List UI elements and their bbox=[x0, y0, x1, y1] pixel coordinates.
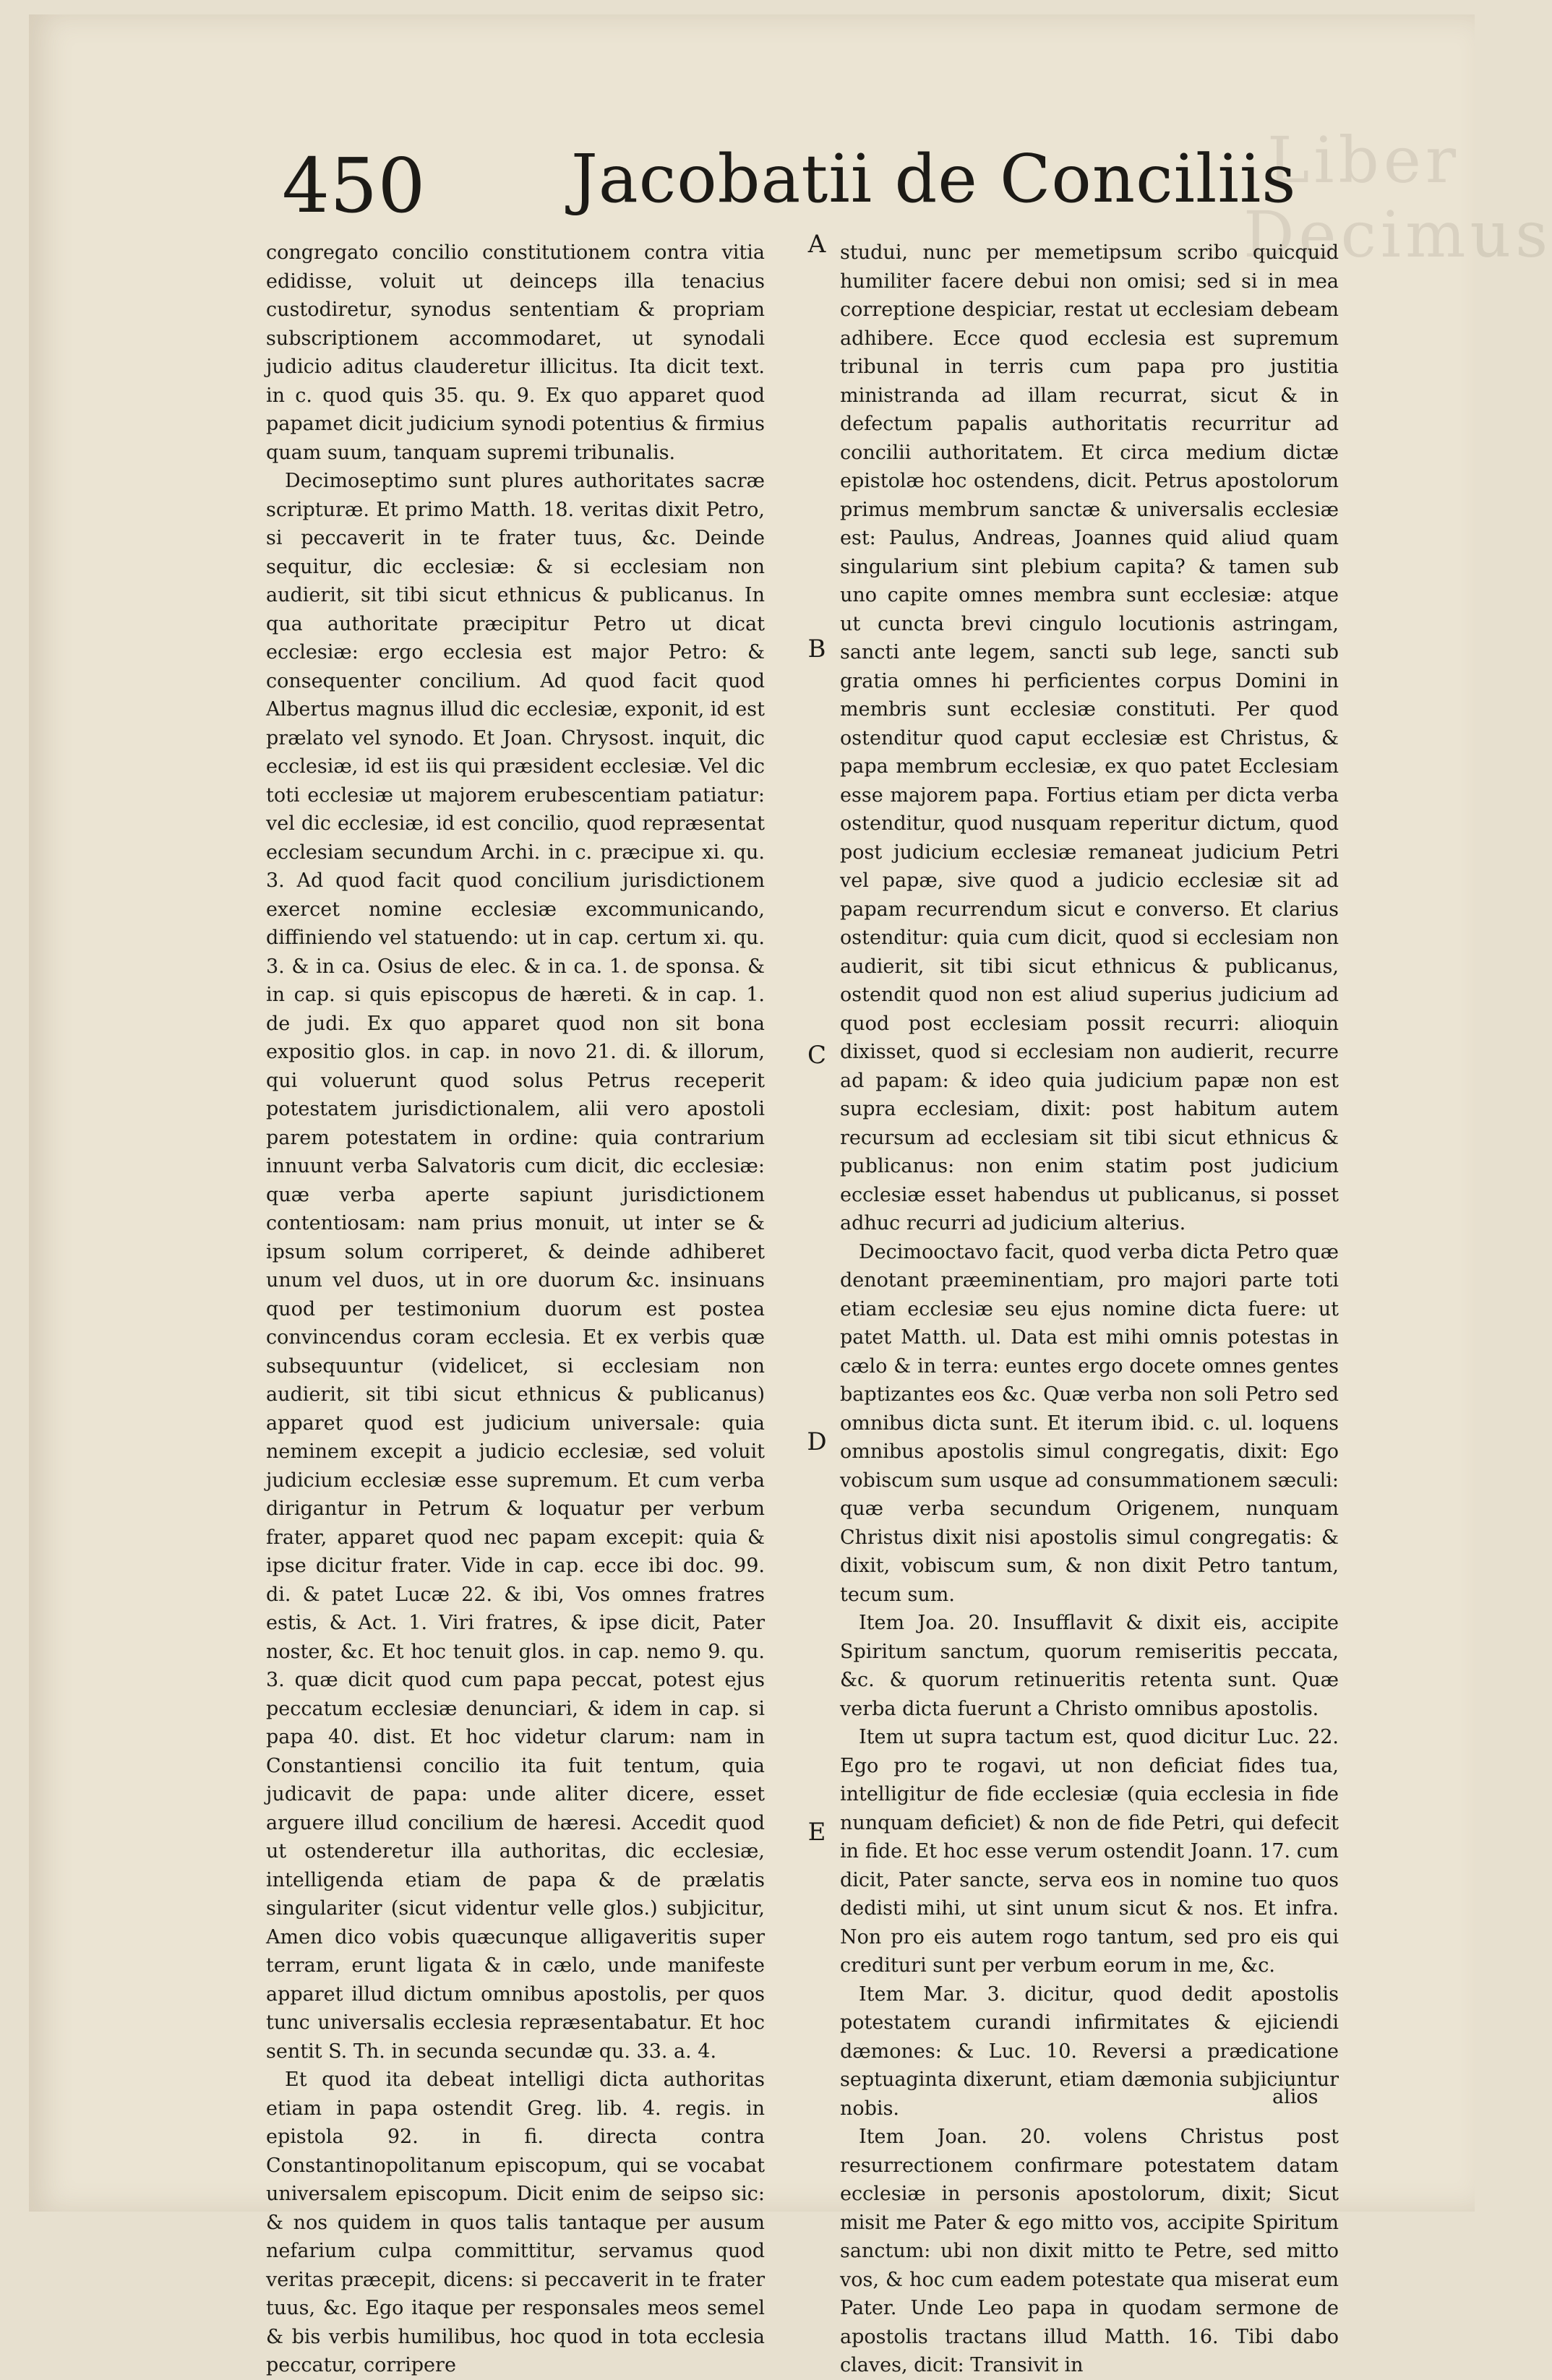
paragraph: studui, nunc per memetipsum scribo quicquid humiliter facere debui non omisi; sed si in mea correptione despiciar, restat ut ecclesiam debeam adhibere. Ecce quod ecclesia est supremum tribunal in terris cum papa pro justitia ministranda ad illam recurrat, sicut & in defectum papalis authoritatis recurritur ad concilii authoritatem. Et circa medium dictæ epistolæ hoc ostendens, dicit. Petrus apostolorum primus membrum sanctæ & universalis ecclesiæ est: Paulus, Andreas, Joannes quid aliud quam singularium sint plebium capita? & tamen sub uno capite omnes membra sunt ecclesiæ: atque ut cuncta brevi cingulo locutionis astringam, sancti ante legem, sancti sub lege, sancti sub gratia omnes hi perficientes corpus Domini in membris sunt ecclesiæ constituti. Per quod ostenditur quod caput ecclesiæ est Christus, & papa membrum ecclesiæ, ex quo patet Ecclesiam esse majorem papa. Fortius etiam per dicta verba ostenditur, quod nusquam reperitur dictum, quod post judicium ecclesiæ remaneat judicium Petri vel papæ, sive quod a judicio ecclesiæ sit ad papam recurrendum sicut e converso. Et clarius ostenditur: quia cum dicit, quod si ecclesiam non audierit, sit tibi sicut ethnicus & publicanus, ostendit quod non est aliud superius judicium ad quod post ecclesiam possit recurri: alioquin dixisset, quod si ecclesiam non audierit, recurre ad papam: & ideo quia judicium papæ non est supra ecclesiam, dixit: post habitum autem recursum ad ecclesiam sit tibi sicut ethnicus & publicanus: non enim statim post judicium ecclesiæ esset habendus ut publicanus, si posset adhuc recurri ad judicium alterius. bbox=[840, 241, 1339, 1234]
right-column bbox=[840, 239, 1339, 2380]
page-number: 450 bbox=[282, 142, 426, 230]
left-column bbox=[266, 239, 765, 2380]
paragraph: Decimoseptimo sunt plures authoritates sacræ scripturæ. Et primo Matth. 18. veritas dixit Petro, si peccaverit in te frater tuus, &c. Deinde sequitur, dic ecclesiæ: & si ecclesiam non audierit, sit tibi sicut ethnicus & publicanus. In qua authoritate præcipitur Petro ut dicat ecclesiæ: ergo ecclesia est major Petro: & consequenter concilium. Ad quod facit quod Albertus magnus illud dic ecclesiæ, exponit, id est prælato vel synodo. Et Joan. Chrysost. inquit, dic ecclesiæ, id est iis qui præsident ecclesiæ. Vel dic toti ecclesiæ ut majorem erubescentiam patiatur: vel dic ecclesiæ, id est concilio, quod repræsentat ecclesiam secundum Archi. in c. præcipue xi. qu. 3. Ad quod facit quod concilium jurisdictionem exercet nomine ecclesiæ excommunicando, diffiniendo vel statuendo: ut in cap. certum xi. qu. 3. & in ca. Osius de elec. & in ca. 1. de sponsa. & in cap. si quis episcopus de hæreti. & in cap. 1. de judi. Ex quo apparet quod non sit bona expositio glos. in cap. in novo 21. di. & illorum, qui voluerunt quod solus Petrus receperit potestatem jurisdictionalem, alii vero apostoli parem potestatem in ordine: quia contrarium innuunt verba Salvatoris cum dicit, dic ecclesiæ: quæ verba aperte sapiunt jurisdictionem contentiosam: nam prius monuit, ut inter se & ipsum solum corriperet, & deinde adhiberet unum vel duos, ut in ore duorum &c. insinuans quod per testimonium duorum est postea convincendus coram ecclesia. Et ex verbis quæ subsequuntur (videlicet, si ecclesiam non audierit, sit tibi sicut ethnicus & publicanus) apparet quod est judicium universale: quia neminem excepit a judicio ecclesiæ, sed voluit judicium ecclesiæ esse supremum. Et cum verba dirigantur in Petrum & loquatur per verbum frater, apparet quod nec papam excepit: quia & ipse dicitur frater. Vide in cap. ecce ibi doc. 99. di. & patet Lucæ 22. & ibi, Vos omnes fratres estis, & Act. 1. Viri fratres, & ipse dicit, Pater noster, &c. Et hoc tenuit glos. in cap. nemo 9. qu. 3. quæ dicit quod cum papa peccat, potest ejus peccatum ecclesiæ denunciari, & idem in cap. si papa 40. dist. Et hoc videtur clarum: nam in Constantiensi concilio ita fuit tentum, quia judicavit de papa: unde aliter dicere, esset arguere illud concilium de hæresi. Accedit quod ut ostenderetur illa authoritas, dic ecclesiæ, intelligenda etiam de papa & de prælatis singulariter (sicut videntur velle glos.) subjicitur, Amen dico vobis quæcunque alligaveritis super terram, erunt ligata & in cælo, unde manifeste apparet illud dictum omnibus apostolis, per quos tunc universalis ecclesia repræsentabatur. Et hoc sentit S. Th. in secunda secundæ qu. 33. a. 4. bbox=[266, 470, 765, 2063]
margin-marker-a: A bbox=[807, 230, 826, 259]
paragraph: Item Mar. 3. dicitur, quod dedit apostolis potestatem curandi infirmitates & ejiciendi dæmones: & Luc. 10. Reversi a prædicatione septuaginta dixerunt, etiam dæmonia subjiciuntur nobis. bbox=[840, 1982, 1339, 2120]
running-title: Jacobatii de Conciliis bbox=[571, 140, 1297, 218]
bleed-through-text: Liber Decimus bbox=[1243, 123, 1552, 272]
paragraph: Decimooctavo facit, quod verba dicta Petro quæ denotant præeminentiam, pro majori parte toti etiam ecclesiæ seu ejus nomine dicta fuere: ut patet Matth. ul. Data est mihi omnis potestas in cælo & in terra: euntes ergo docete omnes gentes baptizantes eos &c. Quæ verba non soli Petro sed omnibus dicta sunt. Et iterum ibid. c. ul. loquens omnibus apostolis simul congregatis, dixit: Ego vobiscum sum usque ad consummationem sæculi: quæ verba secundum Origenem, nunquam Christus dixit nisi apostolis simul congregatis: & dixit, vobiscum sum, & non dixit Petro tantum, tecum sum. bbox=[840, 1240, 1339, 1606]
catchword: alios bbox=[1272, 2086, 1319, 2108]
paragraph: Item Joan. 20. volens Christus post resurrectionem confirmare potestatem datam ecclesiæ in personis apostolorum, dixit; Sicut misit me Pater & ego mitto vos, accipite Spiritum sanctum: ubi non dixit mitto te Petre, sed mitto vos, & hoc cum eadem potestate qua miserat eum Pater. Unde Leo papa in quodam sermone de apostolis tractans illud Matth. 16. Tibi dabo claves, dicit: Transivit in bbox=[840, 2126, 1339, 2376]
margin-marker-d: D bbox=[807, 1427, 827, 1456]
paragraph: Et quod ita debeat intelligi dicta authoritas etiam in papa ostendit Greg. lib. 4. regis. in epistola 92. in fi. directa contra Constantinopolitanum episcopum, qui se vocabat universalem episcopum. Dicit enim de seipso sic: & nos quidem in quos talis tantaque per ausum nefarium culpa committitur, servamus quod veritas præcepit, dicens: si peccaverit in te frater tuus, &c. Ego itaque per responsales meos semel & bis verbis humilibus, hoc quod in tota ecclesia peccatur, corripere bbox=[266, 2068, 765, 2376]
page-header bbox=[282, 140, 1366, 242]
paragraph: congregato concilio constitutionem contra vitia edidisse, voluit ut deinceps illa tenacius custodiretur, synodus sententiam & propriam subscriptionem accommodaret, ut synodali judicio aditus clauderetur illicitus. Ita dicit text. in c. quod quis 35. qu. 9. Ex quo apparet quod papamet dicit judicium synodi potentius & firmius quam suum, tanquam supremi tribunalis. bbox=[266, 241, 765, 464]
margin-marker-e: E bbox=[807, 1818, 826, 1847]
margin-marker-b: B bbox=[807, 635, 826, 663]
margin-marker-c: C bbox=[807, 1041, 826, 1070]
paragraph: Item Joa. 20. Insufflavit & dixit eis, accipite Spiritum sanctum, quorum remiseritis peccata, &c. & quorum retinueritis retenta sunt. Quæ verba dicta fuerunt a Christo omnibus apostolis. bbox=[840, 1612, 1339, 1720]
paragraph: Item ut supra tactum est, quod dicitur Luc. 22. Ego pro te rogavi, ut non deficiat fides tua, intelligitur de fide ecclesiæ (quia ecclesia in fide nunquam deficiet) & non de fide Petri, qui defecit in fide. Et hoc esse verum ostendit Joann. 17. cum dicit, Pater sancte, serva eos in nomine tuo quos dedisti mihi, ut sint unum sicut & nos. Et infra. Non pro eis autem rogo tantum, sed pro eis qui credituri sunt per verbum eorum in me, &c. bbox=[840, 1726, 1339, 1977]
